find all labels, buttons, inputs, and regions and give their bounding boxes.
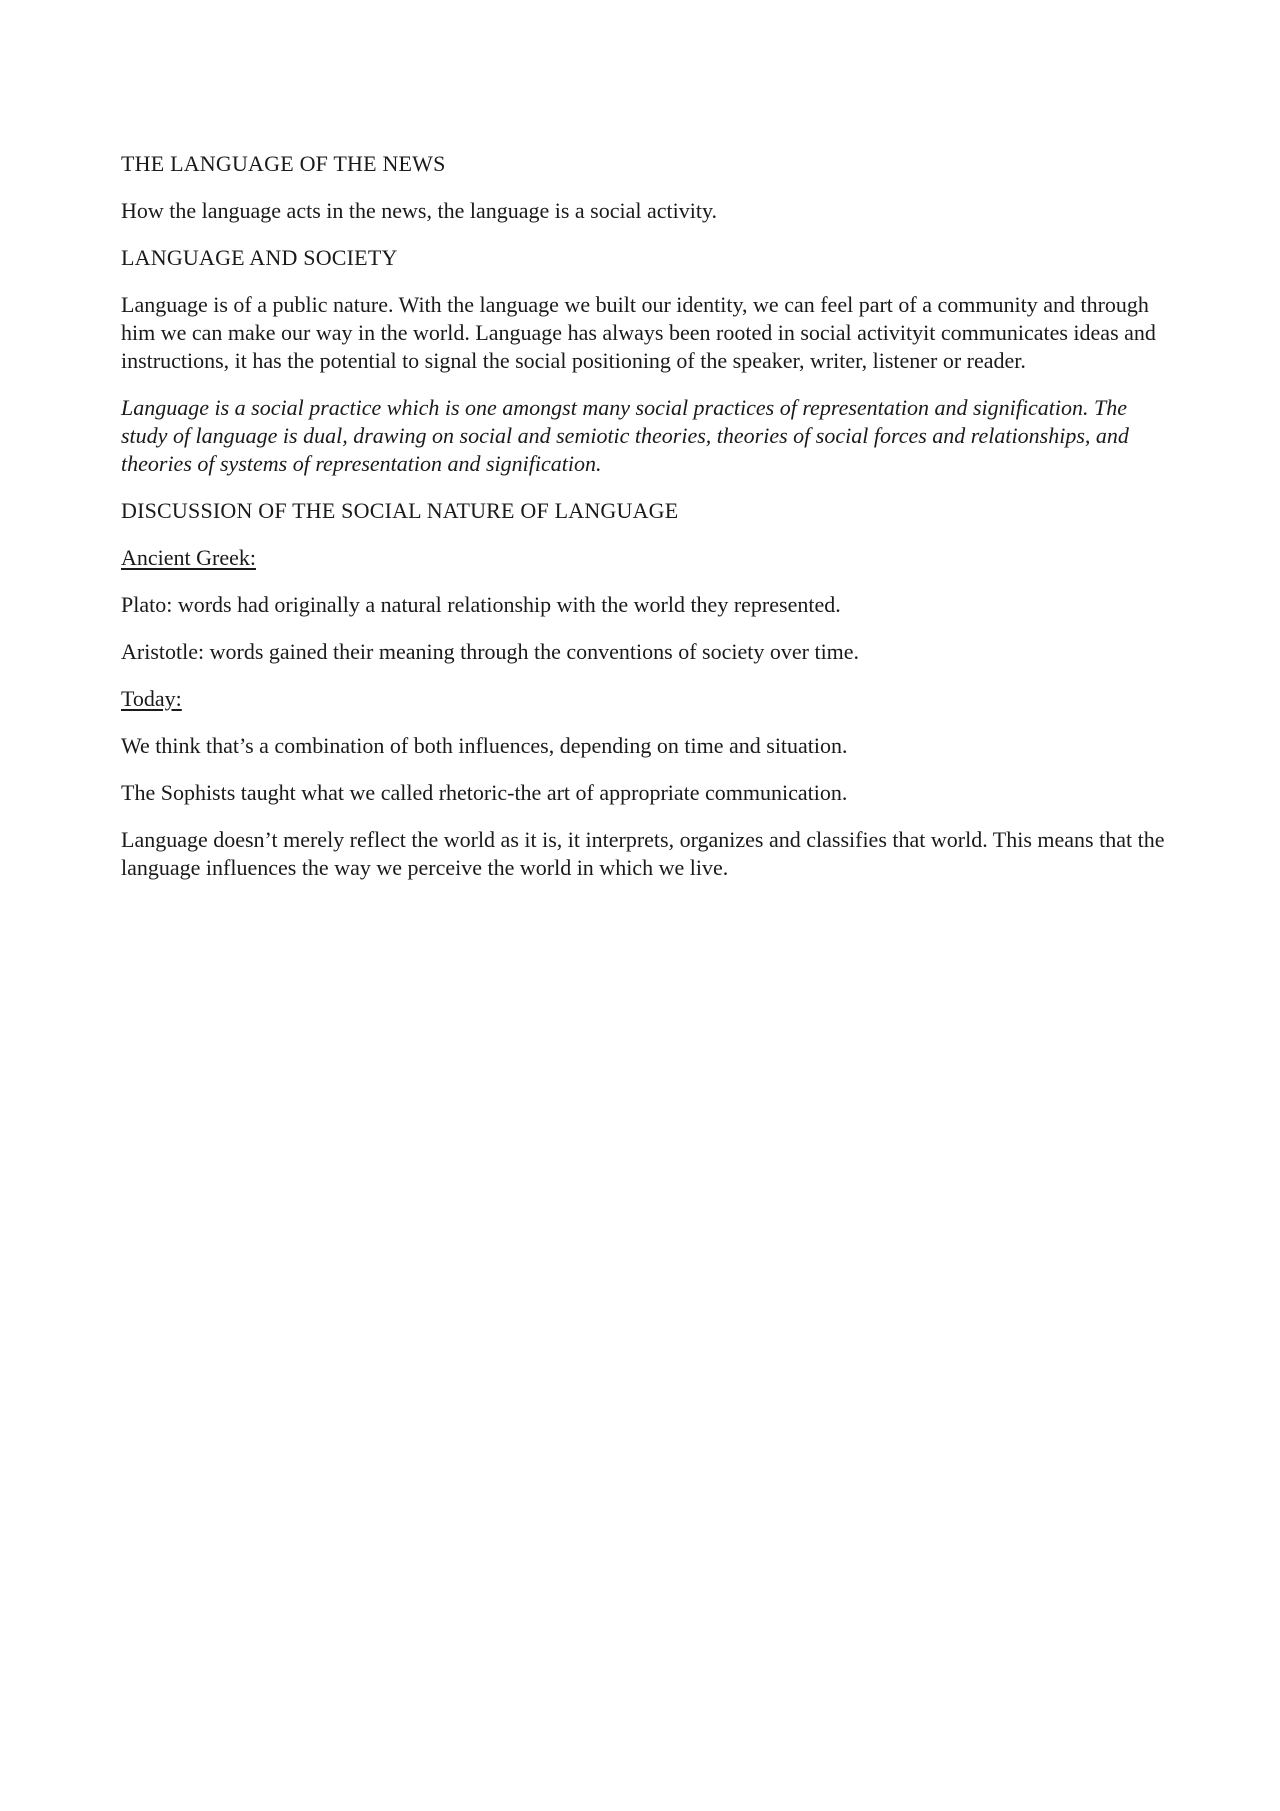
today-text: Today: [121, 686, 182, 711]
section-heading-social-nature: DISCUSSION OF THE SOCIAL NATURE OF LANGUAGE [121, 498, 679, 523]
ancient-greek-label [121, 544, 1171, 572]
sophists-paragraph: The Sophists taught what we called rhetoric-the art of appropriate communication. [121, 780, 848, 805]
closing-paragraph: Language doesn’t merely reflect the world as it is, it interprets, organizes and classifies that world. This means that the language influences the way we perceive the world in which we live. [121, 827, 1165, 880]
plato-paragraph: Plato: words had originally a natural relationship with the world they represented. [121, 592, 841, 617]
language-society-paragraph: Language is of a public nature. With the language we built our identity, we can feel part of a community and through him we can make our way in the world. Language has always been rooted in social activityit communicates ideas and instructions, it has the potential to signal the social positioning of the speaker, writer, listener or reader. [121, 292, 1156, 373]
document-title: THE LANGUAGE OF THE NEWS [121, 151, 446, 176]
italic-quote-paragraph: Language is a social practice which is one amongst many social practices of representation and signification. The study of language is dual, drawing on social and semiotic theories, theories of social forces and relationships, and theories of systems of representation and signification. [121, 395, 1129, 476]
today-label [121, 685, 1171, 713]
intro-paragraph: How the language acts in the news, the language is a social activity. [121, 198, 718, 223]
ancient-greek-text: Ancient Greek: [121, 545, 256, 570]
document-body [121, 150, 1171, 901]
aristotle-paragraph: Aristotle: words gained their meaning through the conventions of society over time. [121, 639, 860, 664]
today-paragraph: We think that’s a combination of both influences, depending on time and situation. [121, 733, 848, 758]
section-heading-language-society: LANGUAGE AND SOCIETY [121, 245, 398, 270]
